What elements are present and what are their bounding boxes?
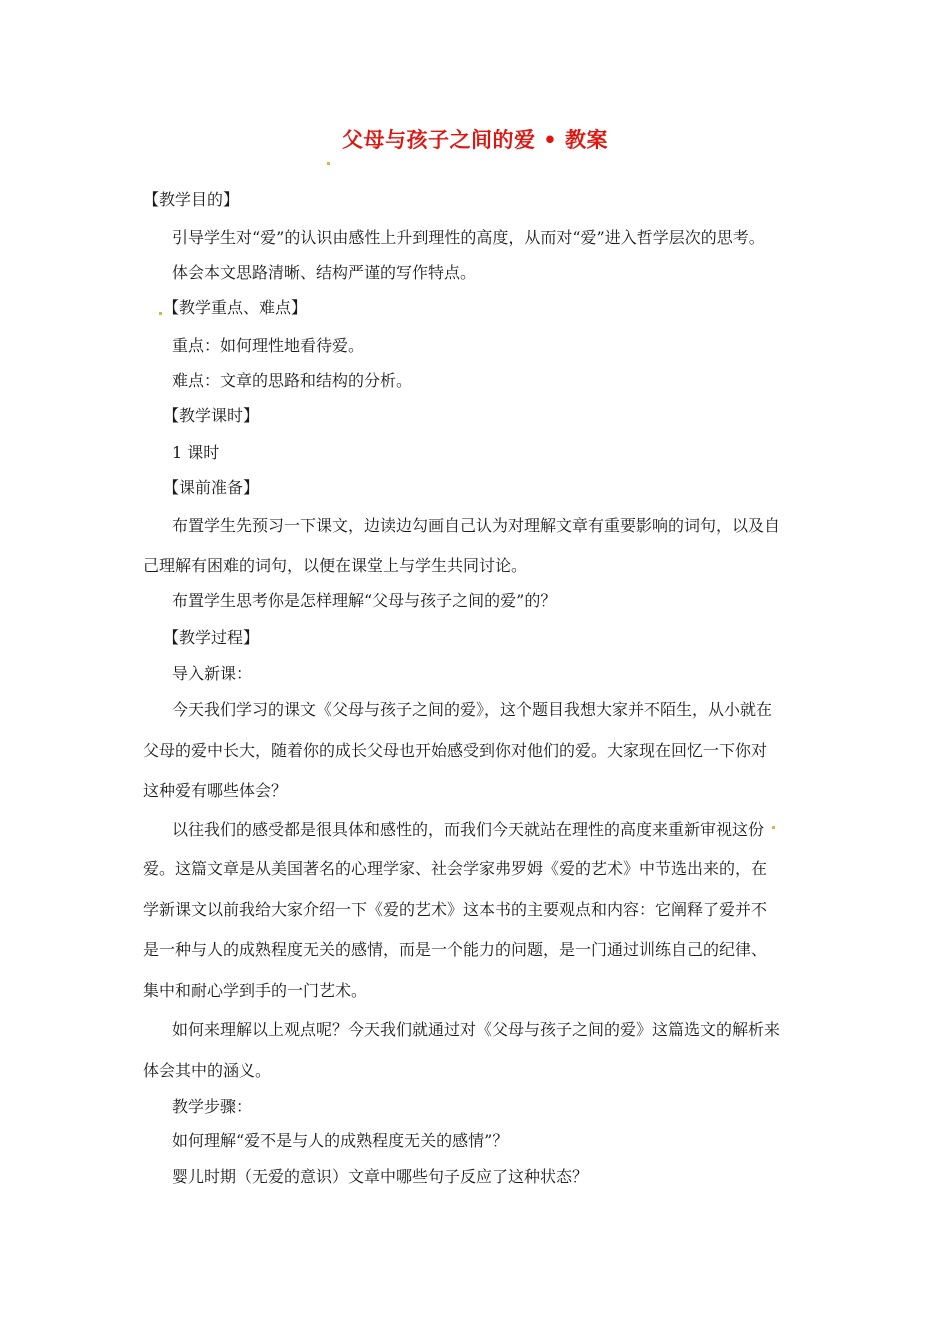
paragraph-line: 学新课文以前我给大家介绍一下《爱的艺术》这本书的主要观点和内容：它阐释了爱并不 (143, 900, 768, 919)
paragraph-line: 今天我们学习的课文《父母与孩子之间的爱》，这个题目我想大家并不陌生，从小就在 (172, 700, 773, 719)
artifact-dot (772, 826, 775, 829)
paragraph-line: 以往我们的感受都是很具体和感性的，而我们今天就站在理性的高度来重新审视这份 (172, 820, 765, 839)
paragraph-line: 这种爱有哪些体会？ (143, 781, 288, 800)
artifact-dot (327, 162, 330, 165)
process-heading: 【教学过程】 (163, 628, 260, 647)
paragraph-line: 体会其中的涵义。 (143, 1061, 272, 1080)
step-question: 婴儿时期（无爱的意识）文章中哪些句子反应了这种状态？ (172, 1167, 589, 1186)
intro-label: 导入新课： (172, 664, 253, 683)
steps-label: 教学步骤： (172, 1097, 253, 1116)
objectives-heading: 【教学目的】 (143, 190, 240, 209)
paragraph-line: 布置学生思考你是怎样理解“父母与孩子之间的爱”的？ (172, 591, 557, 610)
paragraph-line: 爱。这篇文章是从美国著名的心理学家、社会学家弗罗姆《爱的艺术》中节选出来的，在 (143, 859, 768, 878)
difficult-point: 难点：文章的思路和结构的分析。 (172, 371, 413, 390)
paragraph-line: 己理解有困难的词句，以便在课堂上与学生共同讨论。 (143, 556, 528, 575)
document-title: 父母与孩子之间的爱 • 教案 (341, 128, 609, 152)
key-points-heading: 【教学重点、难点】 (163, 298, 308, 317)
hours-value: 1 课时 (172, 443, 220, 462)
preparation-heading: 【课前准备】 (163, 478, 260, 497)
paragraph-line: 如何来理解以上观点呢？今天我们就通过对《父母与孩子之间的爱》这篇选文的解析来 (172, 1020, 781, 1039)
paragraph-line: 父母的爱中长大，随着你的成长父母也开始感受到你对他们的爱。大家现在回忆一下你对 (143, 741, 768, 760)
objective-item: 体会本文思路清晰、结构严谨的写作特点。 (172, 263, 477, 282)
paragraph-line: 是一种与人的成熟程度无关的感情，而是一个能力的问题，是一门通过训练自己的纪律、 (143, 940, 768, 959)
paragraph-line: 集中和耐心学到手的一门艺术。 (143, 981, 368, 1000)
hours-heading: 【教学课时】 (163, 406, 260, 425)
step-question: 如何理解“爱不是与人的成熟程度无关的感情”？ (172, 1131, 509, 1150)
objective-item: 引导学生对“爱”的认识由感性上升到理性的高度，从而对“爱”进入哲学层次的思考。 (172, 228, 765, 247)
key-point: 重点：如何理性地看待爱。 (172, 336, 365, 355)
paragraph-line: 布置学生先预习一下课文，边读边勾画自己认为对理解文章有重要影响的词句，以及自 (172, 516, 781, 535)
artifact-dot (159, 312, 162, 315)
